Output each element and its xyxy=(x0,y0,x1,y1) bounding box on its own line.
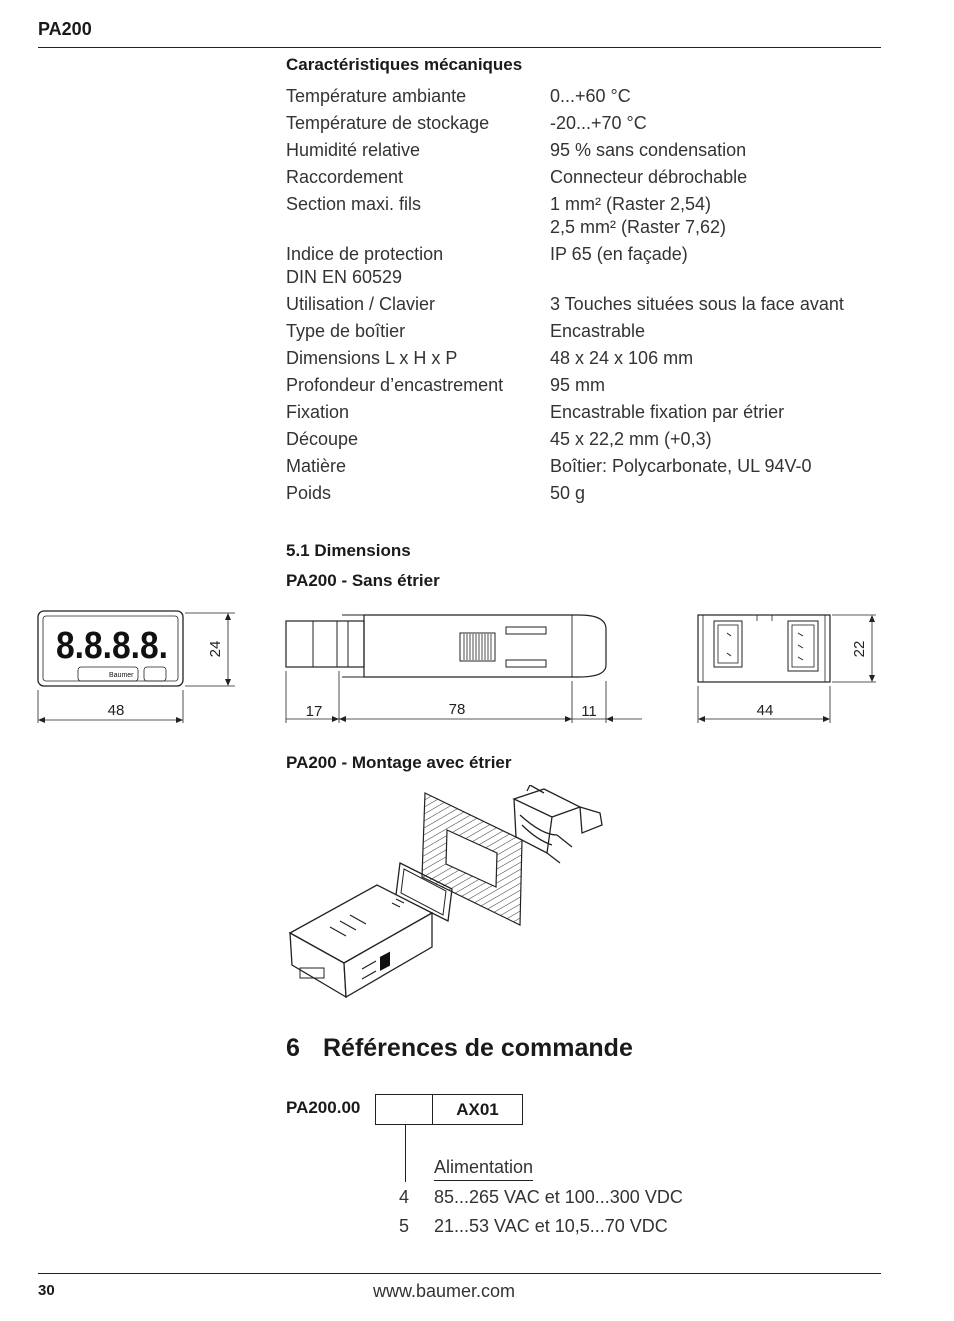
supply-option-code: 5 xyxy=(399,1216,410,1236)
spec-row xyxy=(286,293,886,316)
spec-row xyxy=(286,428,886,451)
spec-row xyxy=(286,243,886,289)
chapter-heading xyxy=(286,1034,633,1063)
spec-row xyxy=(286,320,886,343)
mounting-title: PA200 - Montage avec étrier xyxy=(286,753,512,772)
spec-value: 3 Touches situées sous la face avant xyxy=(550,294,844,314)
spec-label: Raccordement xyxy=(286,167,404,187)
spec-value-line: 2,5 mm² (Raster 7,62) xyxy=(550,217,727,237)
spec-value: 0...+60 °C xyxy=(550,86,631,106)
dim-back-width: 44 xyxy=(756,702,774,719)
spec-row xyxy=(286,455,886,478)
spec-label-line: DIN EN 60529 xyxy=(286,267,403,287)
spec-row xyxy=(286,85,886,108)
spec-value: 95 % sans condensation xyxy=(550,140,747,160)
dimensions-heading: 5.1 Dimensions xyxy=(286,541,411,560)
supply-label: Alimentation xyxy=(434,1157,533,1181)
spec-value xyxy=(550,193,886,239)
dim-side-b: 78 xyxy=(448,701,466,718)
side-view-drawing xyxy=(282,605,644,727)
dim-front-width: 48 xyxy=(107,702,125,719)
spec-value: 48 x 24 x 106 mm xyxy=(550,348,694,368)
spec-label: Fixation xyxy=(286,402,350,422)
spec-label: Section maxi. fils xyxy=(286,194,422,214)
spec-value: 45 x 22,2 mm (+0,3) xyxy=(550,429,712,449)
spec-row xyxy=(286,401,886,424)
order-code-prefix: PA200.00 xyxy=(286,1098,361,1117)
dim-side-a: 17 xyxy=(305,703,323,720)
chapter-title: Références de commande xyxy=(323,1034,633,1062)
chapter-number: 6 xyxy=(286,1034,300,1062)
spec-label-line: Indice de protection xyxy=(286,244,444,264)
dim-front-height: 24 xyxy=(207,640,224,658)
order-code-suffix: AX01 xyxy=(433,1094,523,1125)
spec-table xyxy=(286,85,886,509)
supply-option-code: 4 xyxy=(399,1187,410,1207)
mounting-exploded-drawing xyxy=(282,785,612,1000)
section-title-mechanical: Caractéristiques mécaniques xyxy=(286,55,523,74)
spec-label: Poids xyxy=(286,483,332,503)
page-number: 30 xyxy=(38,1282,55,1299)
front-view-drawing xyxy=(30,605,242,727)
spec-label: Humidité relative xyxy=(286,140,421,160)
spec-value: Boîtier: Polycarbonate, UL 94V-0 xyxy=(550,456,812,476)
spec-label: Matière xyxy=(286,456,347,476)
document-header-product: PA200 xyxy=(38,19,92,39)
spec-value: Encastrable fixation par étrier xyxy=(550,402,785,422)
front-display-digits: 8.8.8.8. xyxy=(56,625,168,667)
supply-option-text: 21...53 VAC et 10,5...70 VDC xyxy=(434,1216,668,1236)
footer-url: www.baumer.com xyxy=(373,1281,516,1301)
spec-value: Connecteur débrochable xyxy=(550,167,748,187)
spec-row xyxy=(286,482,886,505)
spec-row xyxy=(286,112,886,135)
spec-label: Profondeur d’encastrement xyxy=(286,375,504,395)
spec-label: Température ambiante xyxy=(286,86,467,106)
brand-logo-label: Baumer xyxy=(109,672,134,679)
spec-row xyxy=(286,374,886,397)
spec-row xyxy=(286,193,886,239)
spec-row xyxy=(286,347,886,370)
spec-value: 50 g xyxy=(550,483,586,503)
spec-row xyxy=(286,166,886,189)
footer-rule xyxy=(38,1273,881,1274)
order-code-supply-box xyxy=(375,1094,433,1125)
dim-back-height: 22 xyxy=(851,640,868,658)
spec-value: 95 mm xyxy=(550,375,606,395)
spec-value: IP 65 (en façade) xyxy=(550,244,688,264)
spec-label: Température de stockage xyxy=(286,113,490,133)
spec-label xyxy=(286,243,550,289)
dimensions-front-title: PA200 - Sans étrier xyxy=(286,571,440,590)
spec-label: Type de boîtier xyxy=(286,321,406,341)
spec-row xyxy=(286,139,886,162)
spec-label: Découpe xyxy=(286,429,359,449)
spec-label: Dimensions L x H x P xyxy=(286,348,458,368)
back-view-drawing xyxy=(690,605,882,727)
spec-value: Encastrable xyxy=(550,321,646,341)
spec-value-line: 1 mm² (Raster 2,54) xyxy=(550,194,712,214)
spec-label: Utilisation / Clavier xyxy=(286,294,436,314)
supply-option-text: 85...265 VAC et 100...300 VDC xyxy=(434,1187,683,1207)
header-rule xyxy=(38,47,881,48)
order-code-connector-line xyxy=(405,1125,406,1182)
dim-side-c: 11 xyxy=(581,703,597,720)
spec-value: -20...+70 °C xyxy=(550,113,647,133)
